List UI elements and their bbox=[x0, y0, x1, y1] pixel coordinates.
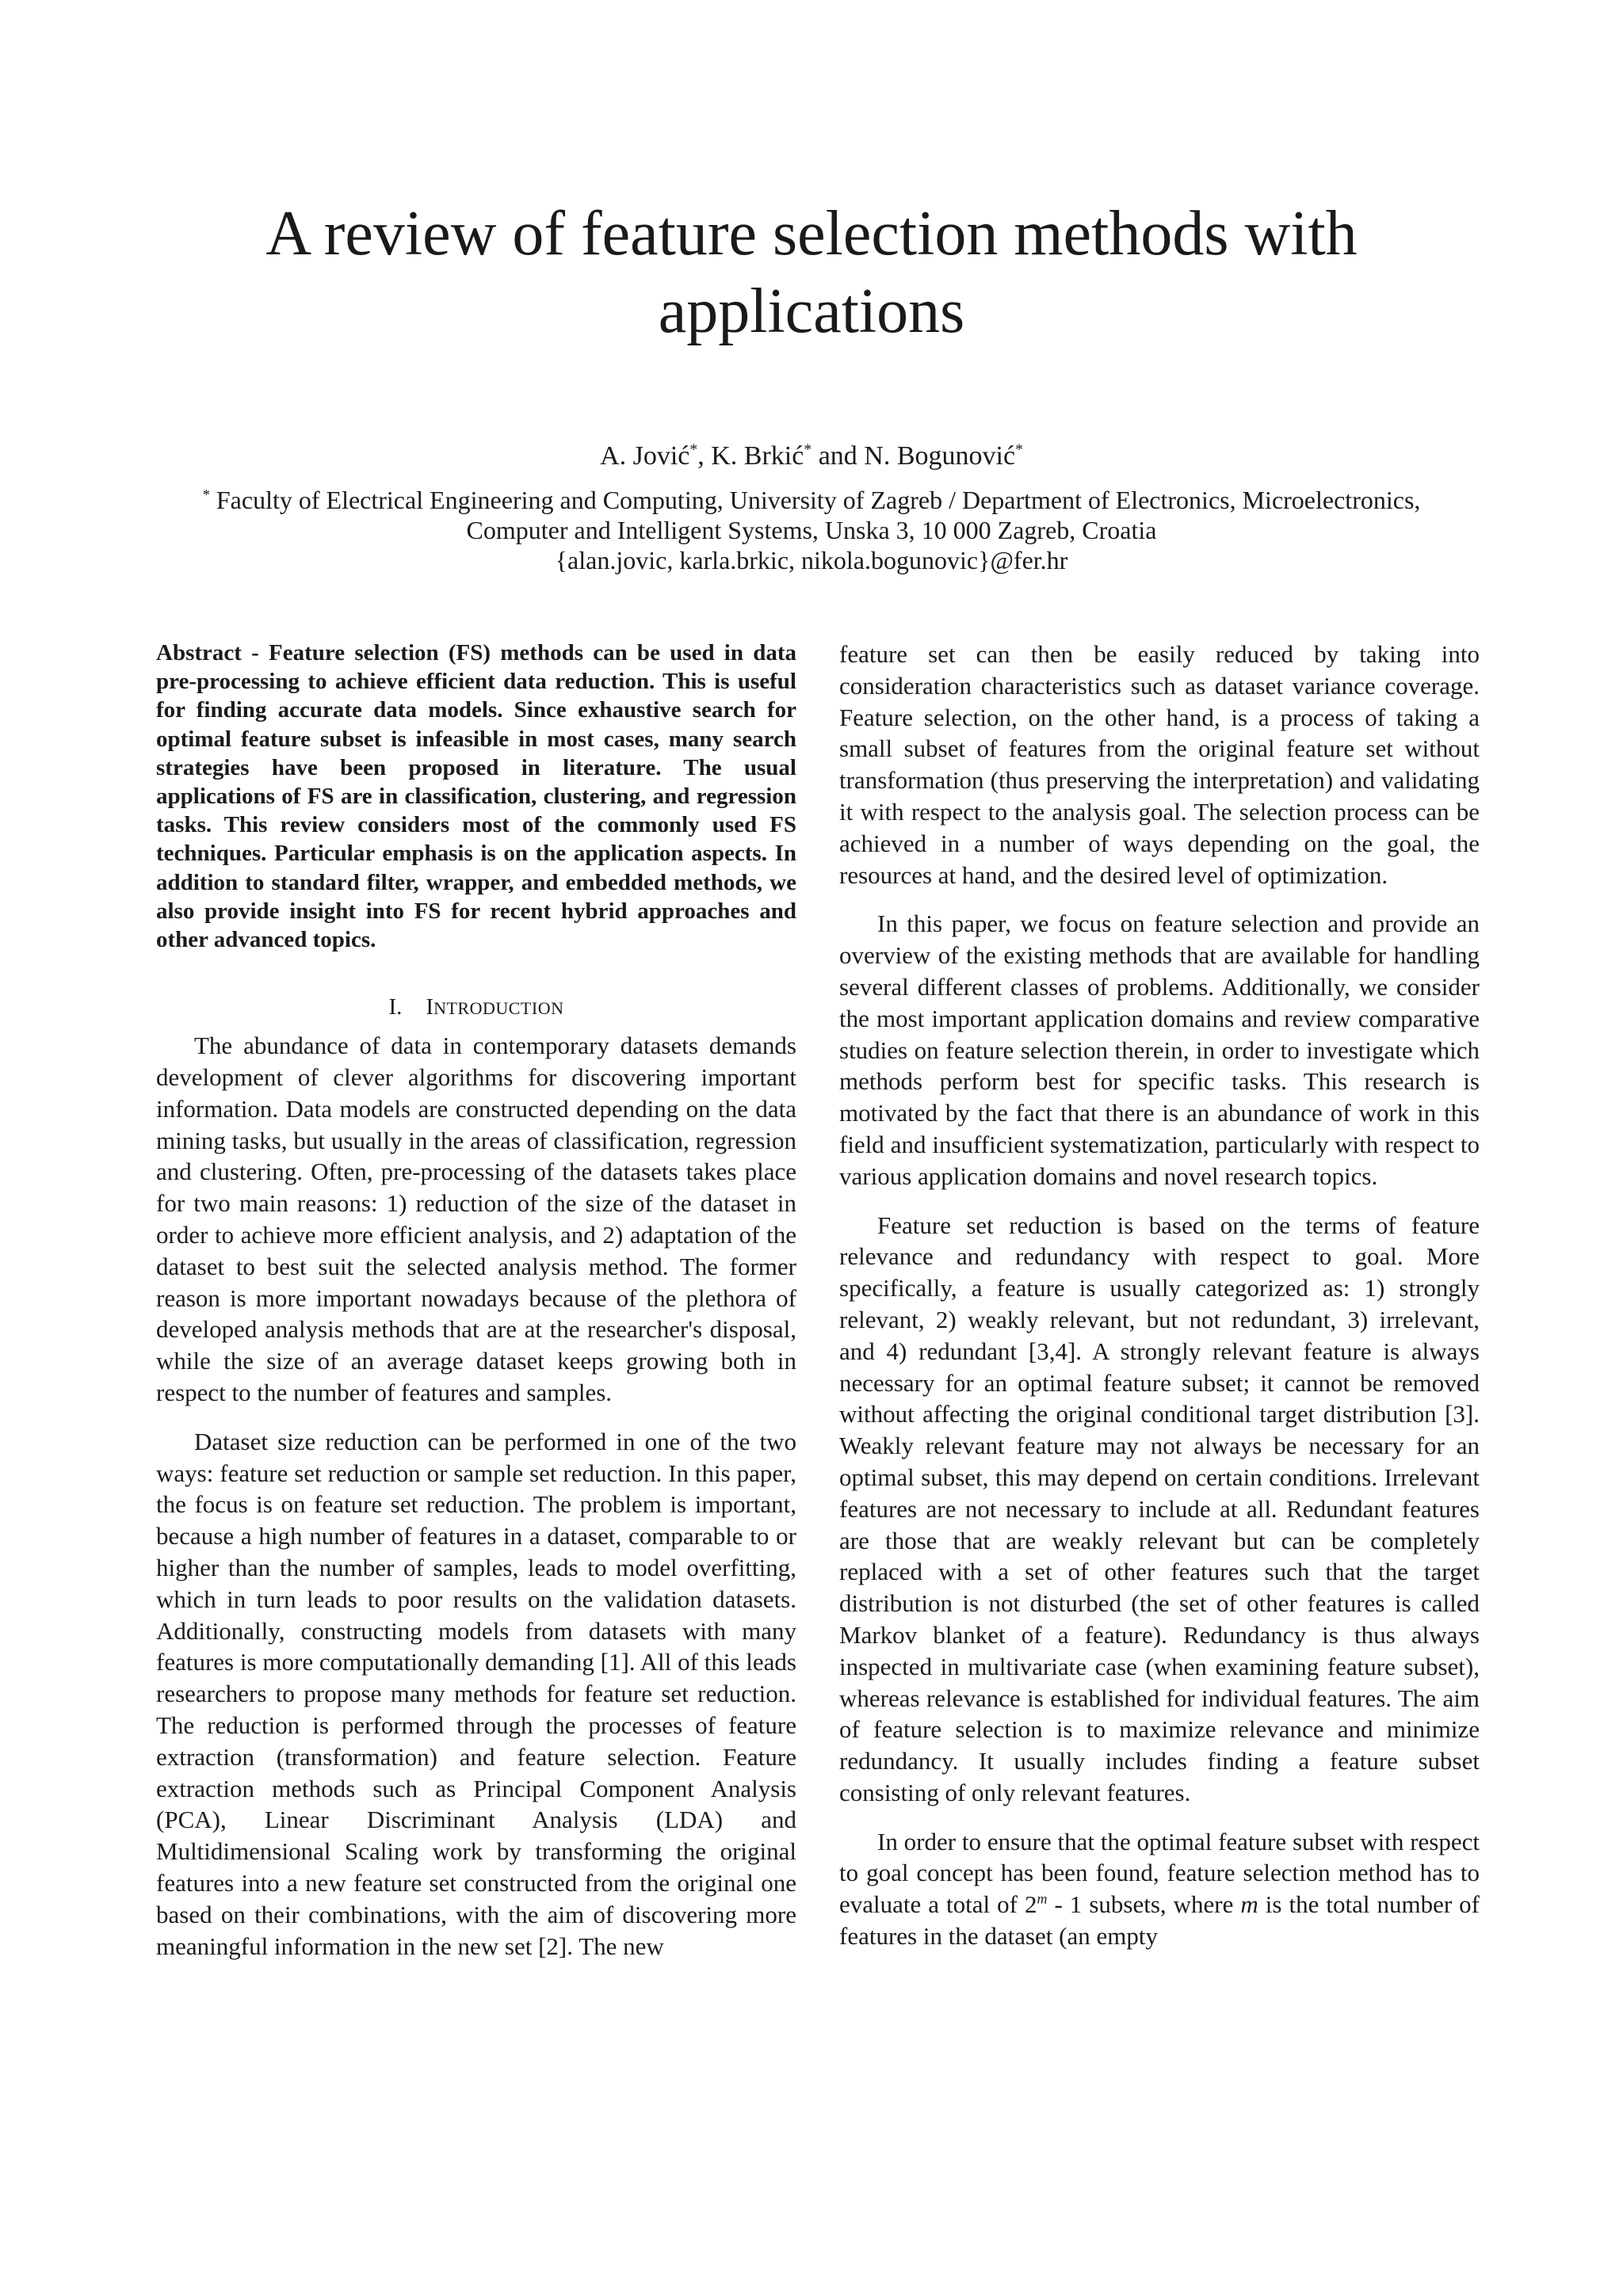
author-3-mark: * bbox=[1015, 441, 1023, 459]
right-paragraph-3: Feature set reduction is based on the terms of feature relevance and redundancy with respect to goal. More specifically, a feature is usually categorized as: 1) strongly relevant, 2) weakly relevant, but not redundant, 3) irrelevant, and 4) redundant [3,4]. A strongly relevant feature is always necessary for an optimal feature subset; it cannot be removed without affecting the original conditional target distribution [3]. Weakly relevant feature may not always be necessary for an optimal subset, this may depend on certain conditions. Irrelevant features are not necessary to include at all. Redundant features are those that are weakly relevant but can be completely replaced with a set of other features such that the target distribution is not disturbed (the set of other features is called Markov blanket of a feature). Redundancy is thus always inspected in multivariate case (when examining feature subset), whereas relevance is established for individual features. The aim of feature selection is to maximize relevance and minimize redundancy. It usually includes finding a feature subset consisting of only relevant features. bbox=[839, 1211, 1480, 1806]
author-1-mark: * bbox=[689, 441, 698, 459]
intro-paragraph-1: The abundance of data in contemporary datasets demands development of clever algorithms for discovering important information. Data models are constructed depending on the data mining tasks, but usually in the areas of classification, regression and clustering. Often, pre-processing of the datasets takes place for two main reasons: 1) reduction of the size of the dataset in order to achieve more efficient analysis, and 2) adaptation of the dataset to best suit the selected analysis method. The former reason is more important nowadays because of the plethora of developed analysis methods that are at the researcher's disposal, while the size of an average dataset keeps growing both in respect to the number of features and samples. bbox=[156, 1032, 796, 1406]
variable-m: m bbox=[1240, 1890, 1258, 1919]
title-line-2: applications bbox=[658, 277, 965, 346]
section-title-rest: NTRODUCTION bbox=[433, 998, 564, 1019]
author-2: K. Brkić bbox=[711, 441, 804, 471]
affiliation-emails: {alan.jovic, karla.brkic, nikola.bogunovic}@fer.hr bbox=[555, 546, 1068, 574]
section-number: I. bbox=[388, 994, 403, 1020]
paper-title bbox=[158, 195, 1465, 350]
left-column bbox=[156, 639, 796, 1962]
exponent-m: m bbox=[1037, 1890, 1048, 1907]
section-title-initial: I bbox=[426, 994, 434, 1020]
author-list bbox=[158, 441, 1465, 472]
abstract: Abstract - Feature selection (FS) methods can be used in data pre-processing to achieve efficient data reduction. This is useful for finding accurate data models. Since exhaustive search for optimal feature subset is infeasible in most cases, many search strategies have been proposed in literature. The usual applications of FS are in classification, clustering, and regression tasks. This review considers most of the commonly used FS techniques. Particular emphasis is on the application aspects. In addition to standard filter, wrapper, and embedded methods, we also provide insight into FS for recent hybrid approaches and other advanced topics. bbox=[156, 640, 796, 953]
affiliation-block bbox=[127, 485, 1496, 575]
right-paragraph-1: feature set can then be easily reduced by taking into consideration characteristics such as dataset variance coverage. Feature selection, on the other hand, is a process of taking a small subset of features from the original feature set without transformation (thus preserving the interpretation) and validating it with respect to the analysis goal. The selection process can be achieved in a number of ways depending on the goal, the resources at hand, and the desired level of optimization. bbox=[839, 640, 1480, 889]
right-paragraph-4: In order to ensure that the optimal feature subset with respect to goal concept has been found, feature selection method has to evaluate a total of 2$^m$ - 1 subsets, where m is the total number of features in the dataset (an empty bbox=[839, 1827, 1480, 1951]
section-heading-introduction bbox=[156, 992, 796, 1024]
author-3: N. Bogunović bbox=[864, 441, 1016, 471]
intro-paragraph-2: Dataset size reduction can be performed in one of the two ways: feature set reduction or sample set reduction. In this paper, the focus is on feature set reduction. The problem is important, because a high number of features in a dataset, comparable to or higher than the number of samples, leads to model overfitting, which in turn leads to poor results on the validation datasets. Additionally, constructing models from datasets with many features is more computationally demanding [1]. All of this leads researchers to propose many methods for feature set reduction. The reduction is performed through the processes of feature extraction (transformation) and feature selection. Feature extraction methods such as Principal Component Analysis (PCA), Linear Discriminant Analysis (LDA) and Multidimensional Scaling work by transforming the original features into a new feature set constructed from the original one based on their combinations, with the aim of discovering more meaningful information in the new set [2]. The new bbox=[156, 1427, 796, 1960]
affiliation-line-2: Computer and Intelligent Systems, Unska 3, 10 000 Zagreb, Croatia bbox=[466, 516, 1157, 544]
author-1: A. Jović bbox=[600, 441, 690, 471]
title-line-1: A review of feature selection methods with bbox=[265, 199, 1358, 269]
author-2-mark: * bbox=[804, 441, 812, 459]
author-separator-2: and bbox=[812, 441, 865, 471]
right-column bbox=[839, 639, 1480, 1952]
affiliation-mark: * bbox=[202, 486, 210, 504]
right-paragraph-2: In this paper, we focus on feature selection and provide an overview of the existing methods that are available for handling several different classes of problems. Additionally, we consider the most important application domains and review comparative studies on feature selection therein, in order to investigate which methods perform best for specific tasks. This research is motivated by the fact that there is an abundance of work in this field and insufficient systematization, particularly with respect to various application domains and novel research topics. bbox=[839, 910, 1480, 1190]
author-separator-1: , bbox=[697, 441, 712, 471]
affiliation-line-1: * Faculty of Electrical Engineering and Computing, University of Zagreb / Department of Electronics, Microelectronics, bbox=[202, 486, 1421, 514]
